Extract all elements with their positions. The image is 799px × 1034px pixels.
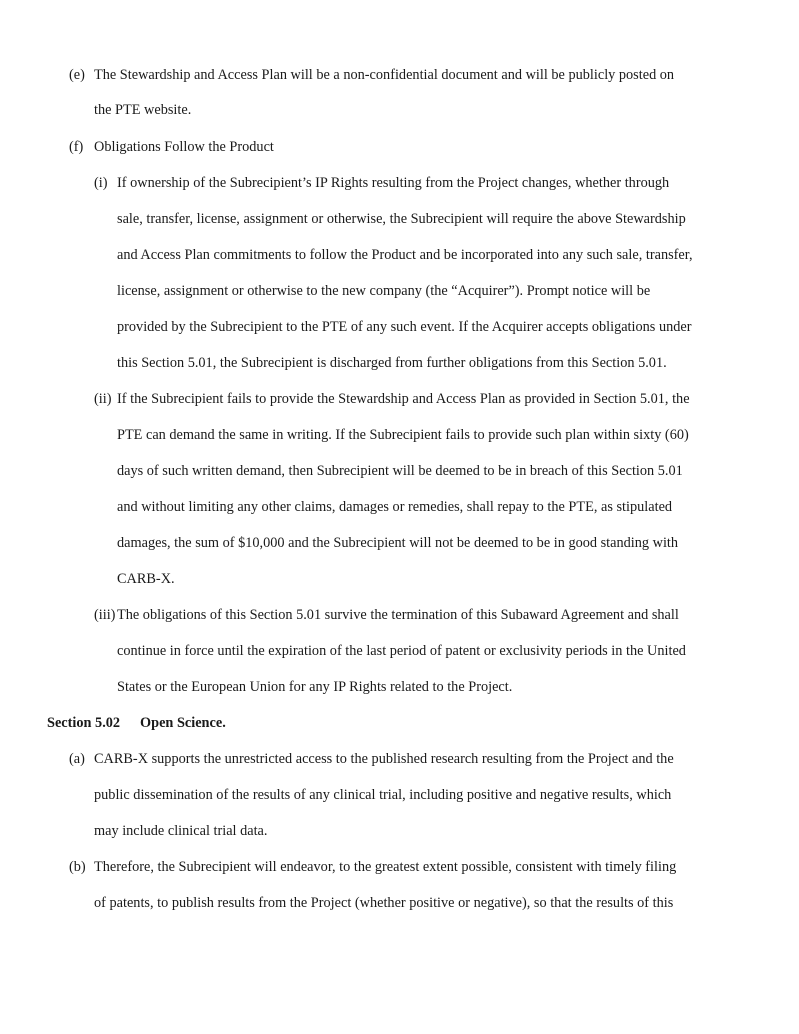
item-e-line-2: the PTE website. [94, 102, 192, 118]
item-a-line-2: public dissemination of the results of any clinical trial, including positive and negative results, which [94, 787, 672, 803]
item-f-label: (f) [69, 139, 84, 155]
sub-i-line-1: If ownership of the Subrecipient’s IP Rights resulting from the Project changes, whether through [117, 175, 670, 191]
sub-i-line-4: license, assignment or otherwise to the new company (the “Acquirer”). Prompt notice will be [117, 283, 651, 299]
item-a-line-1: CARB-X supports the unrestricted access to the published research resulting from the Project and the [94, 751, 674, 767]
sub-ii-line-3: days of such written demand, then Subrecipient will be deemed to be in breach of this Section 5.01 [117, 463, 683, 479]
sub-ii-line-4: and without limiting any other claims, damages or remedies, shall repay to the PTE, as stipulated [117, 499, 673, 515]
sub-ii-label: (ii) [94, 391, 112, 407]
item-a-label: (a) [69, 751, 85, 767]
sub-iii-label: (iii) [94, 607, 116, 623]
sub-iii-line-1: The obligations of this Section 5.01 survive the termination of this Subaward Agreement and shall [117, 607, 679, 623]
sub-ii-line-1: If the Subrecipient fails to provide the Stewardship and Access Plan as provided in Section 5.01, the [117, 391, 690, 407]
sub-ii-line-6: CARB-X. [117, 571, 175, 587]
sub-ii-line-2: PTE can demand the same in writing. If the Subrecipient fails to provide such plan within sixty (60) [117, 427, 689, 443]
sub-i-line-6: this Section 5.01, the Subrecipient is discharged from further obligations from this Section 5.01. [117, 355, 667, 371]
sub-i-line-5: provided by the Subrecipient to the PTE of any such event. If the Acquirer accepts obligations under [117, 319, 692, 335]
item-a-line-3: may include clinical trial data. [94, 823, 268, 839]
sub-i-label: (i) [94, 175, 108, 191]
sub-iii-line-2: continue in force until the expiration of the last period of patent or exclusivity periods in the United [117, 643, 686, 659]
item-b-line-2: of patents, to publish results from the Project (whether positive or negative), so that the results of this [94, 895, 674, 911]
section-5-02-title: Open Science. [140, 715, 226, 731]
sub-ii-line-5: damages, the sum of $10,000 and the Subrecipient will not be deemed to be in good standing with [117, 535, 679, 551]
item-e-label: (e) [69, 67, 85, 83]
sub-i-line-3: and Access Plan commitments to follow the Product and be incorporated into any such sale, transfer, [117, 247, 693, 263]
sub-i-line-2: sale, transfer, license, assignment or otherwise, the Subrecipient will require the above Stewardship [117, 211, 686, 227]
section-5-02-number: Section 5.02 [47, 715, 121, 731]
item-b-line-1: Therefore, the Subrecipient will endeavor, to the greatest extent possible, consistent with timely filing [94, 859, 677, 875]
item-e-line-1: The Stewardship and Access Plan will be a non-confidential document and will be publicly posted on [94, 67, 675, 83]
item-f-heading: Obligations Follow the Product [94, 139, 274, 155]
item-b-label: (b) [69, 859, 86, 875]
sub-iii-line-3: States or the European Union for any IP Rights related to the Project. [117, 679, 513, 695]
